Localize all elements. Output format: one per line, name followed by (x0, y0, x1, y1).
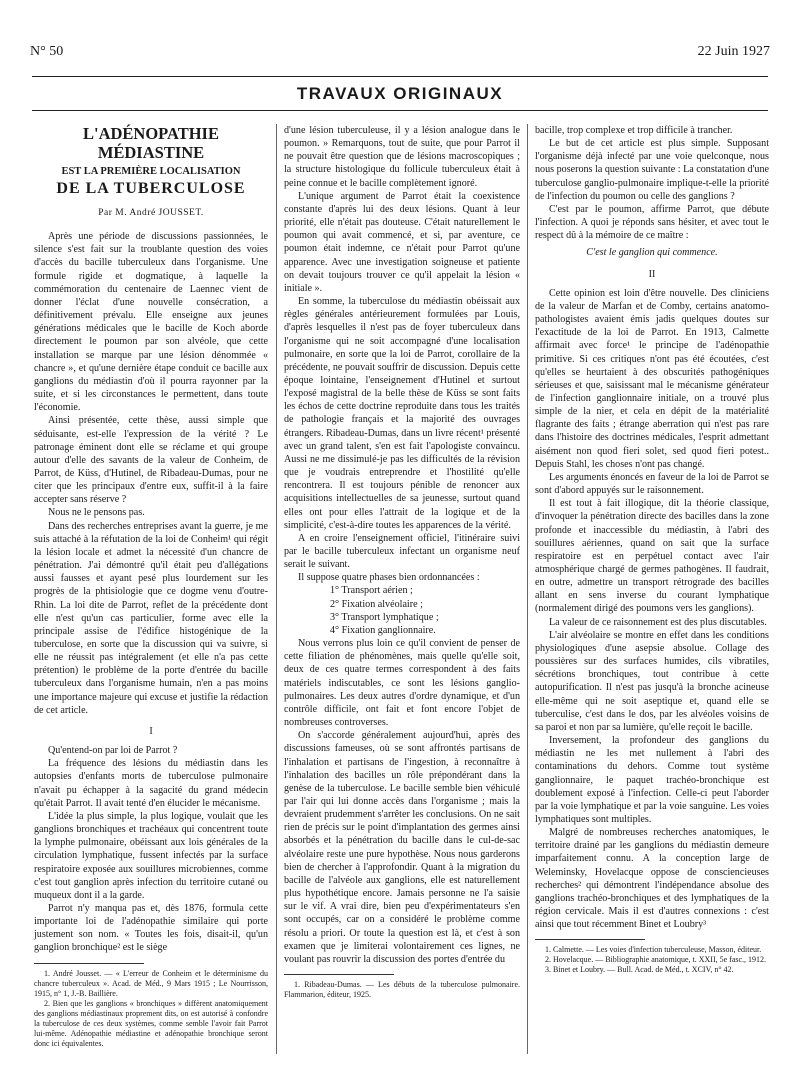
footnote: 1. Ribadeau-Dumas. — Les débuts de la tuberculose pulmonaire. Flammarion, éditeur, 1925. (284, 980, 520, 999)
column-2 (284, 124, 520, 1000)
paragraph: Inversement, la profondeur des ganglions du médiastin ne les met nullement à l'abri des contaminations du dehors. Comme tout système ganglionnaire, le paquet trachéo-bronchique est doublement exposé à l'infection. Celle-ci peut l'aborder par la voie lymphatique et par la voie sanguine. Les voies lymphatiques sont multiples. (535, 735, 769, 825)
column-divider (527, 124, 528, 1054)
phase-item: 1° Transport aérien ; (330, 585, 413, 597)
footnotes (535, 945, 769, 975)
phase-item: 3° Transport lymphatique ; (330, 611, 439, 623)
paragraph: Ainsi présentée, cette thèse, aussi simple que séduisante, est-elle l'expression de la vérité ? Le patronage éminent dont elle se réclame et qui groupe autour d'elle des savants de la valeur de Conheim, de Parrot, de Küss, d'Hutinel, de Ribadeau-Dumas, pour ne citer que les principaux d'entre eux, suffit-il à la faire accepter sans réserve ? (34, 415, 268, 506)
paragraph: La fréquence des lésions du médiastin dans les autopsies d'enfants morts de tuberculose pulmonaire n'avait pu échapper à la sagacité du grand médecin qu'était Parrot. Il avait tenté d'en élucider le mécanisme. (34, 758, 268, 809)
page-header (30, 44, 770, 66)
column-3 (535, 124, 769, 975)
paragraph: La valeur de ce raisonnement est des plus discutables. (549, 616, 767, 628)
paragraph: L'air alvéolaire se montre en effet dans les conditions physiologiques d'une asepsie absolue. Collage des poussières sur des surfaces humides, cils vibratiles, sécrétions bronchiques, tout contribue à cette autopurification. Il n'est pas jusqu'à la bronche acineuse elle-même qui ne soit aseptique et, quand elle se tuberculise, c'est dans le dos, par les alvéoles voisins de sa paroi et non par sa lumière, qu'elle reçoit le bacille. (535, 629, 769, 733)
footnote: 1. Calmette. — Les voies d'infection tuberculeuse, Masson, éditeur. (545, 945, 762, 955)
issue-date: 22 Juin 1927 (697, 44, 770, 59)
phase-item: 2° Fixation alvéolaire ; (330, 598, 423, 610)
paragraph: A en croire l'enseignement officiel, l'itinéraire suivi par le bacille tuberculeux infectant un organisme neuf serait le suivant. (284, 532, 520, 571)
phase-item: 4° Fixation ganglionnaire. (330, 624, 436, 636)
paragraph: Il est tout à fait illogique, dit la théorie classique, d'invoquer la pénétration directe des bacilles dans la zone profonde et inaccessible du médiastin, à l'abri des souillures aériennes, quand on sait que la surface respiratoire est en perpétuel contact avec l'air atmosphérique chargé de germes pathogènes. Il faudrait, en outre, admettre un transport rétrograde des bacilles allant en sens inverse du courant lymphatique (normalement dirigé des poumons vers les ganglions). (535, 498, 769, 615)
footnotes (284, 980, 520, 1000)
footnote: 3. Binet et Loubry. — Bull. Acad. de Méd., t. XCIV, n° 42. (545, 965, 734, 975)
footnote: 2. Hovelacque. — Bibliographie anatomique, t. XXII, 5e fasc., 1912. (545, 955, 767, 965)
column-1 (34, 124, 268, 1049)
section-title: TRAVAUX ORIGINAUX (296, 84, 504, 103)
paragraph: L'unique argument de Parrot était la coexistence constante d'après lui des deux lésions. Quant à leur priorité, elle n'était pas douteuse. C'était naturellement le poumon qui avait commencé, et si, par aventure, ce poumon était indemne, ce n'était pour Parrot qu'une apparence. Avec une investigation soigneuse et patiente on devait toujours trouver ce qu'il appelait la lésion « initiale ». (284, 190, 520, 294)
byline: Par M. André JOUSSET. (98, 208, 204, 218)
paragraph: Cette opinion est loin d'être nouvelle. Des cliniciens de la valeur de Marfan et de Comby, certains anatomo-pathologistes avaient émis jadis quelques doutes sur l'exactitude de la loi de Parrot. En 1913, Calmette affirmait avec force¹ le principe de l'adénopathie primitive. Si ces critiques n'ont pas été écoutées, c'est qu'elles se heurtaient à des obscurités pathogéniques sérieuses et que, saisissant mal le mécanisme générateur de l'infection ganglionnaire initiale, on a trouvé plus simple de la nier, et cela en dépit de la matérialité flagrante des faits ; étrange aberration qui n'est pas rare dans l'histoire des doctrines médicales, l'esprit admettant aisément non quod fieri solet, sed quod fieri potest.. Depuis Stahl, les choses n'ont pas changé. (535, 287, 769, 470)
footnotes (34, 969, 268, 1049)
title-line-3: DE LA TUBERCULOSE (56, 180, 246, 197)
paragraph: En somme, la tuberculose du médiastin obéissait aux règles générales antérieurement formulées par Louis, d'après lesquelles il n'est pas de foyer tuberculeux dans l'organisme qui ne soit accompagné d'une localisation pulmonaire, en sorte que la loi de Parrot, corollaire de la précédente, ne pouvait souffrir de discussion. Depuis cette époque lointaine, l'enseignement d'Hutinel et surtout l'exposé magistral de la belle thèse de Küss se sont faits les échos de cette doctrine reproduite dans tous les traités de pathologie français et la majorité des ouvrages étrangers. Ribadeau-Dumas, dans un livre récent¹ présenté avec un grand talent, s'en est fait l'apologiste convaincu. Aussi ne me dissimulé-je pas les difficultés de la révision que je voudrais entreprendre et l'hostilité qu'elle rencontrera. Il est toujours pénible de renoncer aux acquisitions intellectuelles de sa jeunesse, surtout quand elles ont pour elles l'attrait de la logique et de la simplicité, c'est-à-dire toutes les apparences de la vérité. (284, 296, 520, 531)
section-heading: II (648, 268, 656, 280)
section-heading: I (149, 725, 153, 737)
paragraph: Dans des recherches entreprises avant la guerre, je me suis attaché à la réfutation de la loi de Conheim¹ qui régit la lésion locale et admet la nécessité d'un chancre de pénétration. J'ai démontré qu'il était peu d'allégations aussi fausses et ayant pesé plus lourdement sur les progrès de la phtisiologie que ce dogme venu d'outre-Rhin. La loi dite de Parrot, reflet de la précédente dont elle n'est qu'un cas particulier, forme avec elle la principale assise de l'édifice histogénique de la tuberculose, en sorte que la discussion qui va suivre, si elle ne réussit pas intégralement (et elle n'a pas cette prétention) le problème de la porte d'entrée du bacille tuberculeux dans l'organisme humain, n'en a pas moins une importance majeure qui excuse et justifie la rédaction de cet article. (34, 520, 268, 716)
paragraph: Malgré de nombreuses recherches anatomiques, le territoire drainé par les ganglions du médiastin demeure imparfaitement connu. A la conception large de Weleminsky, Hovelacque oppose de consciencieuses recherches² qui démontrent l'indépendance absolue des ganglions trachéo-bronchiques et des lymphatiques de la région cervicale. Mais il est d'autres connexions : c'est ainsi que tout récemment Binet et Loubry³ (535, 827, 769, 931)
paragraph: Il suppose quatre phases bien ordonnancées : (298, 572, 480, 584)
paragraph: Après une période de discussions passionnées, le silence s'est fait sur la troublante question des voies d'accès du bacille tuberculeux dans l'organisme. Une formule rigide et dogmatique, à laquelle la commémoration du centenaire de Laennec vient de donner l'éclat d'une nouvelle consécration, a définitivement prévalu. Elle enseigne aux jeunes générations médicales que le bacille de Koch aborde directement le poumon par son alvéole, que cette installation se marque par une lésion dénommée « chancre », et qu'une dernière étape conduit ce bacille aux ganglions du médiastin d'où il pourra rayonner par la suite, et si les circonstances le permettent, dans toute l'économie. (34, 231, 268, 414)
issue-number: N° 50 (30, 44, 64, 59)
paragraph: L'idée la plus simple, la plus logique, voulait que les ganglions bronchiques et trachéaux qui concentrent toute la lymphe pulmonaire, obéissant aux lois générales de la circulation lymphatique, fussent infectés par la surface respiratoire exposée aux souillures microbiennes, comme c'est tout ganglion après infection du territoire cutané ou muqueux dont il a la garde. (34, 810, 268, 901)
emphasis-line: C'est le ganglion qui commence. (586, 247, 718, 259)
paragraph: Nous ne le pensons pas. (48, 507, 145, 519)
paragraph: Les arguments énoncés en faveur de la loi de Parrot se sont d'abord appuyés sur le raisonnement. (535, 471, 769, 497)
paragraph: Le but de cet article est plus simple. Supposant l'organisme déjà infecté par une voie quelconque, nous nous poserons la question suivante : La constatation d'une tuberculose ganglio-pulmonaire implique-t-elle la priorité de l'infection du poumon ou celle des ganglions ? (535, 138, 769, 202)
footnote-rule (535, 939, 645, 940)
paragraph: d'une lésion tuberculeuse, il y a lésion analogue dans le poumon. » Remarquons, tout de suite, que pour Parrot il ne pouvait être question que de lésions macroscopiques ; la structure histologique du follicule tuberculeux était à peine connue et le bacille complètement ignoré. (284, 125, 520, 189)
paragraph: On s'accorde généralement aujourd'hui, après des discussions fameuses, où se sont affrontés partisans de l'inhalation et partisans de l'ingestion, à reconnaître à l'inhalation des bacilles un rôle prépondérant dans la genèse de la tuberculose. Le bacille semble bien véhiculé par l'air qui lui donne accès dans l'organisme ; mais la devraient prudemment s'arrêter les conclusions. On ne sait rien de précis sur le point d'implantation des germes ainsi absorbés et la pénétration du bacille dans le cul-de-sac alvéolaire reste une pure hypothèse. Nous nous garderons bien de chercher à l'approfondir. Quant à la migration du bacille de l'alvéole aux ganglions, elle est naturellement plus hypothétique encore. Jamais personne ne l'a saisie sur le vif. A vrai dire, bien peu d'expérimentateurs s'en sont occupés, car on a considéré le problème comme résolu a priori. Or toute la question est là, et c'est à son examen que je limiterai volontairement ces lignes, ne voulant pas rouvrir la discussion des portes d'entrée du (284, 730, 520, 965)
header-rule-bottom (32, 110, 768, 111)
column-divider (276, 124, 277, 1054)
article-title (34, 124, 268, 199)
paragraph: Parrot n'y manqua pas et, dès 1876, formula cette importante loi de l'adénopathie similaire qui porte justement son nom. « Toutes les fois, disait-il, qu'un ganglion bronchique² est le siège (34, 902, 268, 954)
paragraph: Qu'entend-on par loi de Parrot ? (48, 745, 178, 757)
header-rule-top (32, 76, 768, 77)
paragraph: C'est par le poumon, affirme Parrot, que débute l'infection. A quoi je réponds sans hésiter, et avec tout le respect dû à la mémoire de ce maître : (535, 203, 769, 242)
footnote: 2. Bien que les ganglions « bronchiques » diffèrent anatomiquement des ganglions médiastinaux proprement dits, on est autorisé à confondre la tuberculose de ces deux systèmes, comme semble l'avoir fait Parrot lui-même. Adénopathie médiastine et adénopathie bronchique seront donc ici équivalentes. (34, 998, 268, 1048)
paragraph: Nous verrons plus loin ce qu'il convient de penser de cette filiation de phénomènes, mais quelle qu'elle soit, deux de ces quatre termes correspondent à des faits matériels indiscutables, ce sont les lésions ganglio-pulmonaires. Les deux autres d'ordre dynamique, et d'un contrôle difficile, ont fait et font encore l'objet de nombreuses controverses. (284, 638, 520, 729)
phase-list (284, 584, 520, 637)
title-line-2: EST LA PREMIÈRE LOCALISATION (61, 166, 241, 177)
paragraph: bacille, trop complexe et trop difficile à trancher. (535, 125, 733, 136)
footnote: 1. André Jousset. — « L'erreur de Conheim et le déterminisme du chancre tuberculeux ». Acad. de Méd., 9 Mars 1915 ; Le Nourrisson, 1915, n° 1, J.-B. Baillière. (34, 968, 268, 998)
footnote-rule (284, 974, 394, 975)
footnote-rule (34, 963, 144, 964)
title-line-1: L'ADÉNOPATHIE MÉDIASTINE (83, 124, 219, 162)
